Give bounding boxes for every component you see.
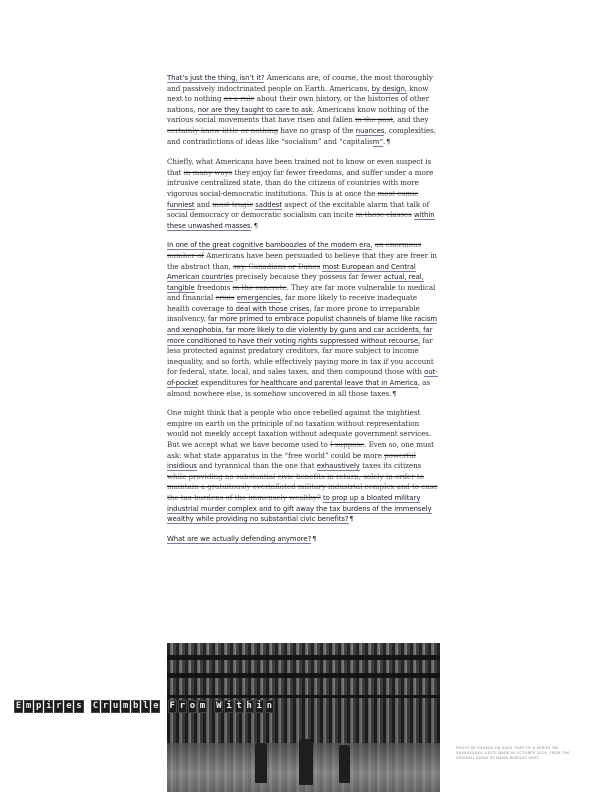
inserted-text: out-of-pocket xyxy=(167,368,438,388)
inserted-text: most European and Central American countries xyxy=(167,262,416,282)
sign-letter: p xyxy=(35,701,42,711)
photo-sign-letters xyxy=(14,699,274,713)
deleted-text: an enormous number of xyxy=(167,240,422,260)
pilcrow-mark: ¶ xyxy=(349,515,354,524)
sign-letter: l xyxy=(143,701,149,711)
inserted-text: m” xyxy=(372,137,383,146)
paragraph-4 xyxy=(167,408,440,525)
inserted-text: That’s just the thing, isn’t it? xyxy=(167,74,265,82)
body-text: . Americans know nothing of the various social movements that have risen and fallen xyxy=(167,104,429,125)
body-text: , and they xyxy=(392,115,429,125)
inserted-text: within these unwashed masses xyxy=(167,211,435,230)
body-text: . They are far more vulnerable to medical and financial xyxy=(167,282,436,303)
sign-letter: b xyxy=(133,701,139,711)
deleted-text: most comic xyxy=(377,188,419,198)
body-text: and tyrannical than the one that xyxy=(196,461,317,471)
body-text: . xyxy=(250,220,253,230)
sign-letter: h xyxy=(246,701,252,711)
body-text: taxes its citizens xyxy=(359,461,422,471)
deleted-text: I suppose xyxy=(329,440,365,449)
deleted-text: in those classes xyxy=(355,210,412,220)
pilcrow-mark: ¶ xyxy=(392,389,397,398)
inserted-text: to deal with those crises xyxy=(226,304,310,313)
sign-letter: t xyxy=(236,701,242,711)
sign-letter: o xyxy=(189,701,196,711)
deleted-text: powerful xyxy=(384,450,416,460)
body-text: and xyxy=(194,199,213,209)
deleted-text: certainly know little or nothing xyxy=(167,125,279,135)
body-text: . xyxy=(382,136,386,146)
sign-letter: F xyxy=(169,701,175,711)
sign-letter: i xyxy=(226,701,232,711)
body-text: One might think that a people who once rebelled against the mightiest empire on earth on the principle of no taxation without representation would not meekly accept taxation without adequate government services. But we accept what we have become used to xyxy=(167,408,432,449)
sign-letter: e xyxy=(153,701,159,711)
deleted-text: as a rule xyxy=(223,94,255,104)
sign-letter: W xyxy=(216,701,222,711)
deleted-text: in the past xyxy=(354,115,393,125)
inserted-text: nor are they taught to care to ask xyxy=(197,105,313,114)
body-text: freedoms xyxy=(194,282,233,292)
paragraph-1 xyxy=(167,73,440,147)
inserted-text: actual, real, tangible xyxy=(167,273,424,292)
inserted-text: nuances xyxy=(355,126,385,135)
body-text: know next to nothing xyxy=(167,83,429,104)
deleted-text: crisis xyxy=(215,293,235,303)
inserted-text: for healthcare and parental leave that in America xyxy=(249,379,418,388)
pilcrow-mark: ¶ xyxy=(253,221,258,230)
inserted-text: far more primed to embrace populist channels of blame like racism and xenophobia, far more likely to die violently by guns and car accidents, far more conditioned to have their voting rights suppressed without recourse, xyxy=(167,315,438,345)
sign-letter: u xyxy=(112,701,119,711)
inserted-text: to prop up a bloated military industrial murder complex and to gift away the tax burdens of the immensely wealthy while providing no substantial civic benefits? xyxy=(167,493,432,524)
body-text: expenditures xyxy=(198,378,250,388)
body-text: have no grasp of the xyxy=(278,125,356,135)
body-text: they enjoy far fewer freedoms, and suffer under a more intrusive centralized state, than do the citizens of countries with more vigorous social-democratic institutions. This is at once the xyxy=(167,167,434,198)
inserted-text: saddest xyxy=(255,200,282,209)
sign-letter: r xyxy=(179,701,186,711)
body-text: Americans have been persuaded to believe that they are freer in the abstract than, xyxy=(167,250,437,271)
body-text: about their own history, or the histories of other nations, xyxy=(167,94,429,114)
pilcrow-mark: ¶ xyxy=(312,534,317,543)
photo-figure xyxy=(299,739,313,785)
essay-column xyxy=(167,73,440,553)
sign-letter: m xyxy=(25,701,32,711)
inserted-text: exhaustively xyxy=(316,462,360,471)
inserted-text: funniest xyxy=(167,200,195,209)
sign-letter: i xyxy=(256,701,262,711)
inserted-text: insidious xyxy=(167,462,197,471)
photo-gate-rail xyxy=(167,673,440,678)
deleted-text: in many ways xyxy=(183,167,233,177)
sign-letter: m xyxy=(122,701,129,711)
paragraph-5 xyxy=(167,534,440,545)
body-text: aspect of the excitable alarm that talk of social democracy or democratic socialism can incite xyxy=(167,199,430,220)
deleted-text: in the concrete xyxy=(232,282,287,292)
photo-caption: PHOTO BY XXXXXX ON XXXX. PART OF A SERIES ON XXXXXXXXXX. EDITS MADE IN OCTOBER 2019, FROM THE ORIGINAL ESSAY BY DAVID BENTLEY HART. xyxy=(456,746,570,761)
deleted-text: most tragic xyxy=(212,199,254,209)
body-text: . Even so, one must ask: what state apparatus in the “free world” could be more xyxy=(167,440,434,460)
photo-gate-rail xyxy=(167,695,440,698)
sign-letter: E xyxy=(15,701,22,711)
photo-figure xyxy=(255,743,267,783)
body-text: far less protected against predatory creditors, far more subject to income inequality, and so forth, while effectively paying more in tax if you account for federal, state, local, and sales taxes, and then compound those with xyxy=(167,335,434,377)
inserted-text: by design, xyxy=(371,84,407,93)
body-text: , complexities, and contradictions of ideas like “socialism” and “capitalis xyxy=(167,125,436,146)
deleted-text: say, Canadians or Danes xyxy=(233,261,321,271)
pilcrow-mark: ¶ xyxy=(386,137,391,146)
sign-letter: i xyxy=(46,701,52,711)
body-text: Chiefly, what Americans have been trained not to know or even suspect is that xyxy=(167,157,432,177)
paragraph-3 xyxy=(167,240,440,399)
paragraph-2 xyxy=(167,157,440,231)
body-text: , far more likely to receive inadequate health coverage xyxy=(167,293,418,313)
sign-letter: r xyxy=(56,701,62,711)
deleted-text: while providing no substantial civic benefits in return, solely in order to maintain a gratuitously overinflated military-industrial complex and to ease the tax burdens of the immensely wealthy? xyxy=(167,471,438,502)
body-text: , as almost nowhere else, is somehow uncovered in all those taxes. xyxy=(167,378,430,398)
inserted-text: What are we actually defending anymore? xyxy=(167,534,312,543)
body-text: , far more prone to irreparable insolvency, xyxy=(167,303,420,324)
sign-letter: s xyxy=(76,701,82,711)
photo-figure xyxy=(339,745,350,783)
body-text: precisely because they possess far fewer xyxy=(233,272,384,282)
sign-letter: m xyxy=(199,701,206,711)
body-text: Americans are, of course, the most thoroughly and passively indoctrinated people on Earth. Americans, xyxy=(167,73,433,93)
sign-letter: n xyxy=(266,701,272,711)
inserted-text: In one of the great cognitive bamboozles of the modern era, xyxy=(167,241,373,250)
gate-photo xyxy=(167,643,440,792)
sign-letter: C xyxy=(92,701,99,711)
inserted-text: emergencies xyxy=(236,294,281,303)
sign-letter: r xyxy=(102,701,109,711)
photo-gate-rail xyxy=(167,655,440,660)
sign-letter: e xyxy=(66,701,72,711)
